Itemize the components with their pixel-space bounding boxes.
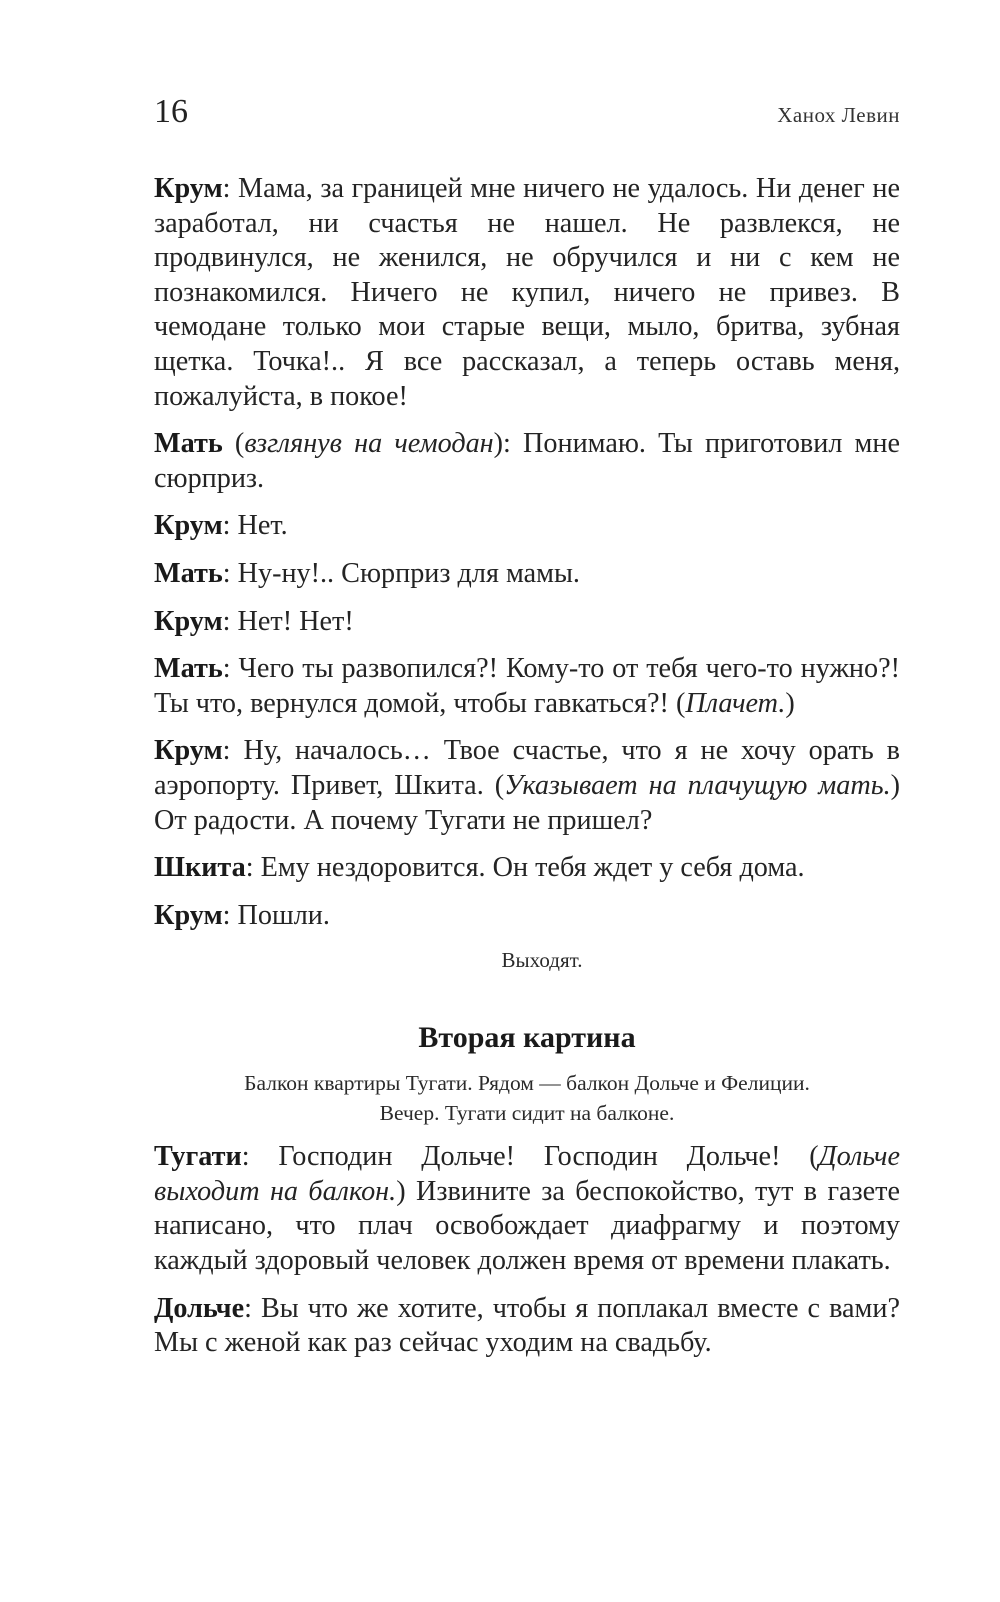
speech-text: : Мама, за границей мне ничего не удалось. Ни денег не заработал, ни счастья не нашел. Не развлекся, не продвинулся, не женился, не обручился и ни с кем не познакомился. Ничего не купил, ничего не привез. В чемодане только мои старые вещи, мыло, бритва, зубная щетка. Точка!.. Я все рассказал, а теперь оставь меня, пожалуйста, в покое! — [154, 173, 900, 412]
speech-text: ) От радости. А почему Тугати не пришел? — [154, 769, 901, 836]
speech-paragraph — [154, 427, 900, 496]
speech-paragraph — [154, 1140, 900, 1278]
speaker-name: Крум — [154, 173, 223, 204]
speech-text: : Вы что же хотите, чтобы я поплакал вместе с вами? Мы с женой как раз сейчас уходим на свадьбу. — [154, 1292, 900, 1359]
scene-heading: Вторая картина — [418, 1021, 636, 1055]
speaker-name: Крум — [154, 510, 223, 542]
speech-text: ) Извините за беспокойство, тут в газете написано, что плач освобождает диафрагму и поэтому каждый здоровый человек должен время от времени плакать. — [154, 1175, 900, 1277]
speech-paragraph — [154, 557, 900, 592]
speaker-name: Крум — [154, 605, 223, 637]
page-number: 16 — [154, 93, 188, 130]
dialogue-block — [154, 172, 900, 933]
speech-text: : Ну, началось… Твое счастье, что я не хочу орать в аэропорту. Привет, Шкита. ( — [154, 735, 900, 801]
running-head-author: Ханох Левин — [777, 103, 900, 127]
running-head — [154, 92, 900, 142]
stage-direction: Указывает на плачущую мать. — [504, 769, 891, 801]
speaker-name: Дольче — [154, 1292, 245, 1324]
speech-text: : Ну-ну!.. Сюрприз для мамы. — [222, 557, 580, 589]
speaker-name: Крум — [154, 735, 223, 767]
speaker-name: Мать — [154, 428, 223, 460]
speech-text: : Чего ты развопился?! Кому-то от тебя чего-то нужно?! Ты что, вернулся домой, чтобы гавкаться?! ( — [154, 653, 900, 719]
speech-paragraph — [154, 851, 900, 886]
speech-text: ): Понимаю. Ты приготовил мне сюрприз. — [154, 428, 900, 494]
stage-direction: Плачет. — [685, 687, 786, 719]
speaker-name: Крум — [154, 899, 223, 931]
speech-paragraph — [154, 509, 900, 544]
speech-text: : Ему нездоровится. Он тебя ждет у себя дома. — [245, 852, 805, 884]
speech-text: ) — [785, 687, 795, 719]
speech-paragraph — [154, 605, 900, 640]
dialogue-block — [154, 1140, 900, 1361]
play-text — [154, 172, 900, 1374]
stage-direction: взглянув на чемодан — [244, 428, 494, 460]
stage-direction-exit: Выходят. — [501, 948, 583, 973]
speech-paragraph — [154, 899, 900, 934]
speaker-name: Шкита — [154, 852, 246, 884]
speech-paragraph — [154, 734, 900, 838]
speech-paragraph — [154, 652, 900, 721]
scene-description-line: Вечер. Тугати сидит на балконе. — [379, 1101, 675, 1126]
speech-paragraph — [154, 1292, 900, 1361]
speech-text: ( — [222, 428, 245, 460]
speech-text: : Нет. — [222, 510, 288, 542]
speaker-name: Тугати — [154, 1141, 242, 1173]
speech-text: : Пошли. — [222, 899, 330, 931]
speaker-name: Мать — [154, 557, 223, 589]
speech-paragraph — [154, 172, 900, 414]
scene-description-line: Балкон квартиры Тугати. Рядом — балкон Дольче и Фелиции. — [244, 1071, 810, 1096]
speech-text: : Нет! Нет! — [222, 605, 354, 637]
stage-direction: Дольче выходит на балкон. — [154, 1141, 900, 1207]
speaker-name: Мать — [154, 653, 223, 685]
scene-description — [154, 1068, 900, 1128]
speech-text: : Господин Дольче! Господин Дольче! ( — [241, 1141, 819, 1173]
